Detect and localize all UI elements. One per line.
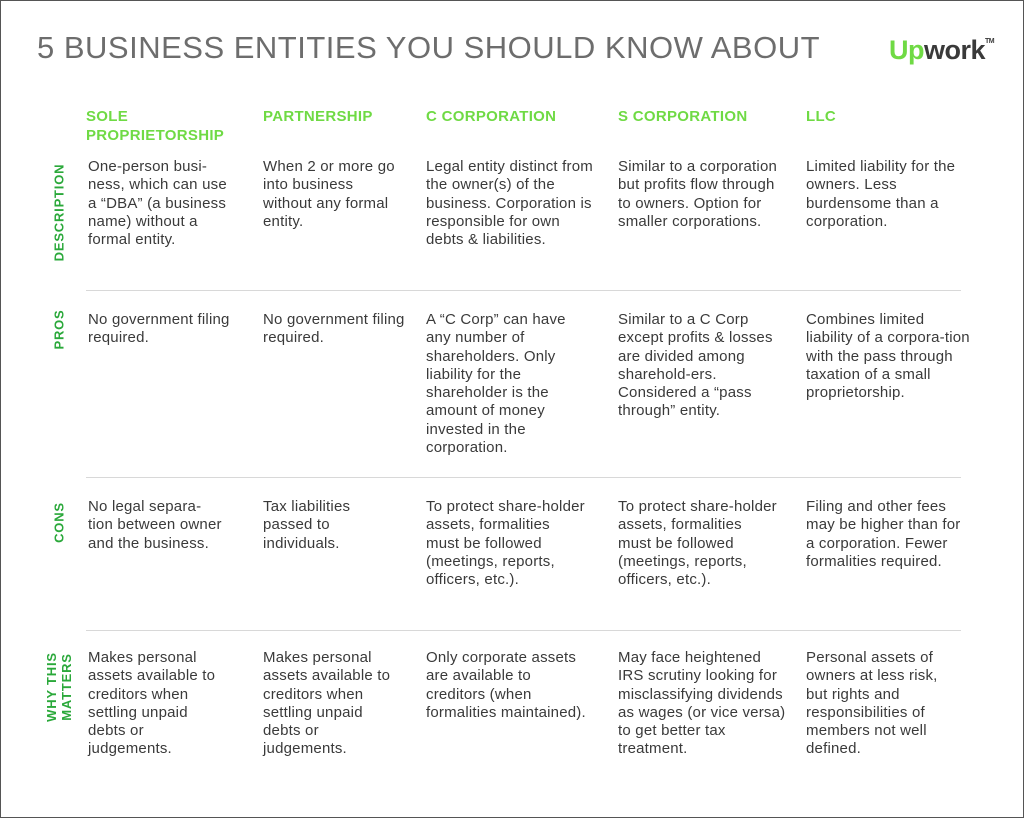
row-label-cons: CONS (51, 502, 67, 543)
pros-partnership: No government filing required. (263, 311, 405, 347)
why-llc: Personal assets of owners at less risk, but rights and responsibilities of members not well defined. (806, 649, 938, 758)
cons-llc: Filing and other fees may be higher than for a corporation. Fewer formalities required. (806, 498, 961, 570)
column-header-partnership: PARTNERSHIP (263, 108, 373, 125)
cons-sole-proprietorship: No legal separa-tion between owner and the business. (88, 498, 222, 552)
row-divider (86, 290, 961, 291)
why-c-corporation: Only corporate assets are available to creditors (when formalities maintained). (426, 649, 586, 721)
upwork-logo: Upwork™ (889, 35, 995, 65)
row-label-why-this-matters: WHY THIS MATTERS (44, 652, 74, 722)
row-label-description: DESCRIPTION (51, 163, 67, 262)
description-c-corporation: Legal entity distinct from the owner(s) of the business. Corporation is responsible for own debts & liabilities. (426, 158, 593, 249)
cons-partnership: Tax liabilities passed to individuals. (263, 498, 351, 552)
column-header-s-corporation: S CORPORATION (618, 108, 748, 125)
pros-llc: Combines limited liability of a corpora-tion with the pass through taxation of a small proprietorship. (806, 311, 970, 402)
pros-s-corporation: Similar to a C Corp except profits & losses are divided among sharehold-ers. Considered a “pass through” entity. (618, 311, 773, 420)
row-label-pros: PROS (51, 309, 67, 350)
why-sole-proprietorship: Makes personal assets available to creditors when settling unpaid debts or judgements. (88, 649, 216, 758)
pros-sole-proprietorship: No government filing required. (88, 311, 230, 347)
description-s-corporation: Similar to a corporation but profits flow through to owners. Option for smaller corporations. (618, 158, 778, 230)
description-partnership: When 2 or more go into business without any formal entity. (263, 158, 395, 230)
why-s-corporation: May face heightened IRS scrutiny looking for misclassifying dividends as wages (or vice versa) to get better tax treatment. (618, 649, 786, 758)
cons-s-corporation: To protect share-holder assets, formalities must be followed (meetings, reports, officers, etc.). (618, 498, 777, 589)
page-title: 5 BUSINESS ENTITIES YOU SHOULD KNOW ABOUT (37, 30, 821, 65)
column-header-llc: LLC (806, 108, 837, 125)
column-header-c-corporation: C CORPORATION (426, 108, 557, 125)
description-llc: Limited liability for the owners. Less burdensome than a corporation. (806, 158, 956, 230)
pros-c-corporation: A “C Corp” can have any number of shareholders. Only liability for the shareholder is the amount of money invested in the corporation. (426, 311, 566, 457)
row-divider (86, 630, 961, 631)
column-header-sole-proprietorship: SOLE PROPRIETORSHIP (86, 108, 225, 144)
description-sole-proprietorship: One-person busi-ness, which can use a “DBA” (a business name) without a formal entity. (88, 158, 227, 249)
row-divider (86, 477, 961, 478)
cons-c-corporation: To protect share-holder assets, formalities must be followed (meetings, reports, officers, etc.). (426, 498, 585, 589)
why-partnership: Makes personal assets available to creditors when settling unpaid debts or judgements. (263, 649, 391, 758)
